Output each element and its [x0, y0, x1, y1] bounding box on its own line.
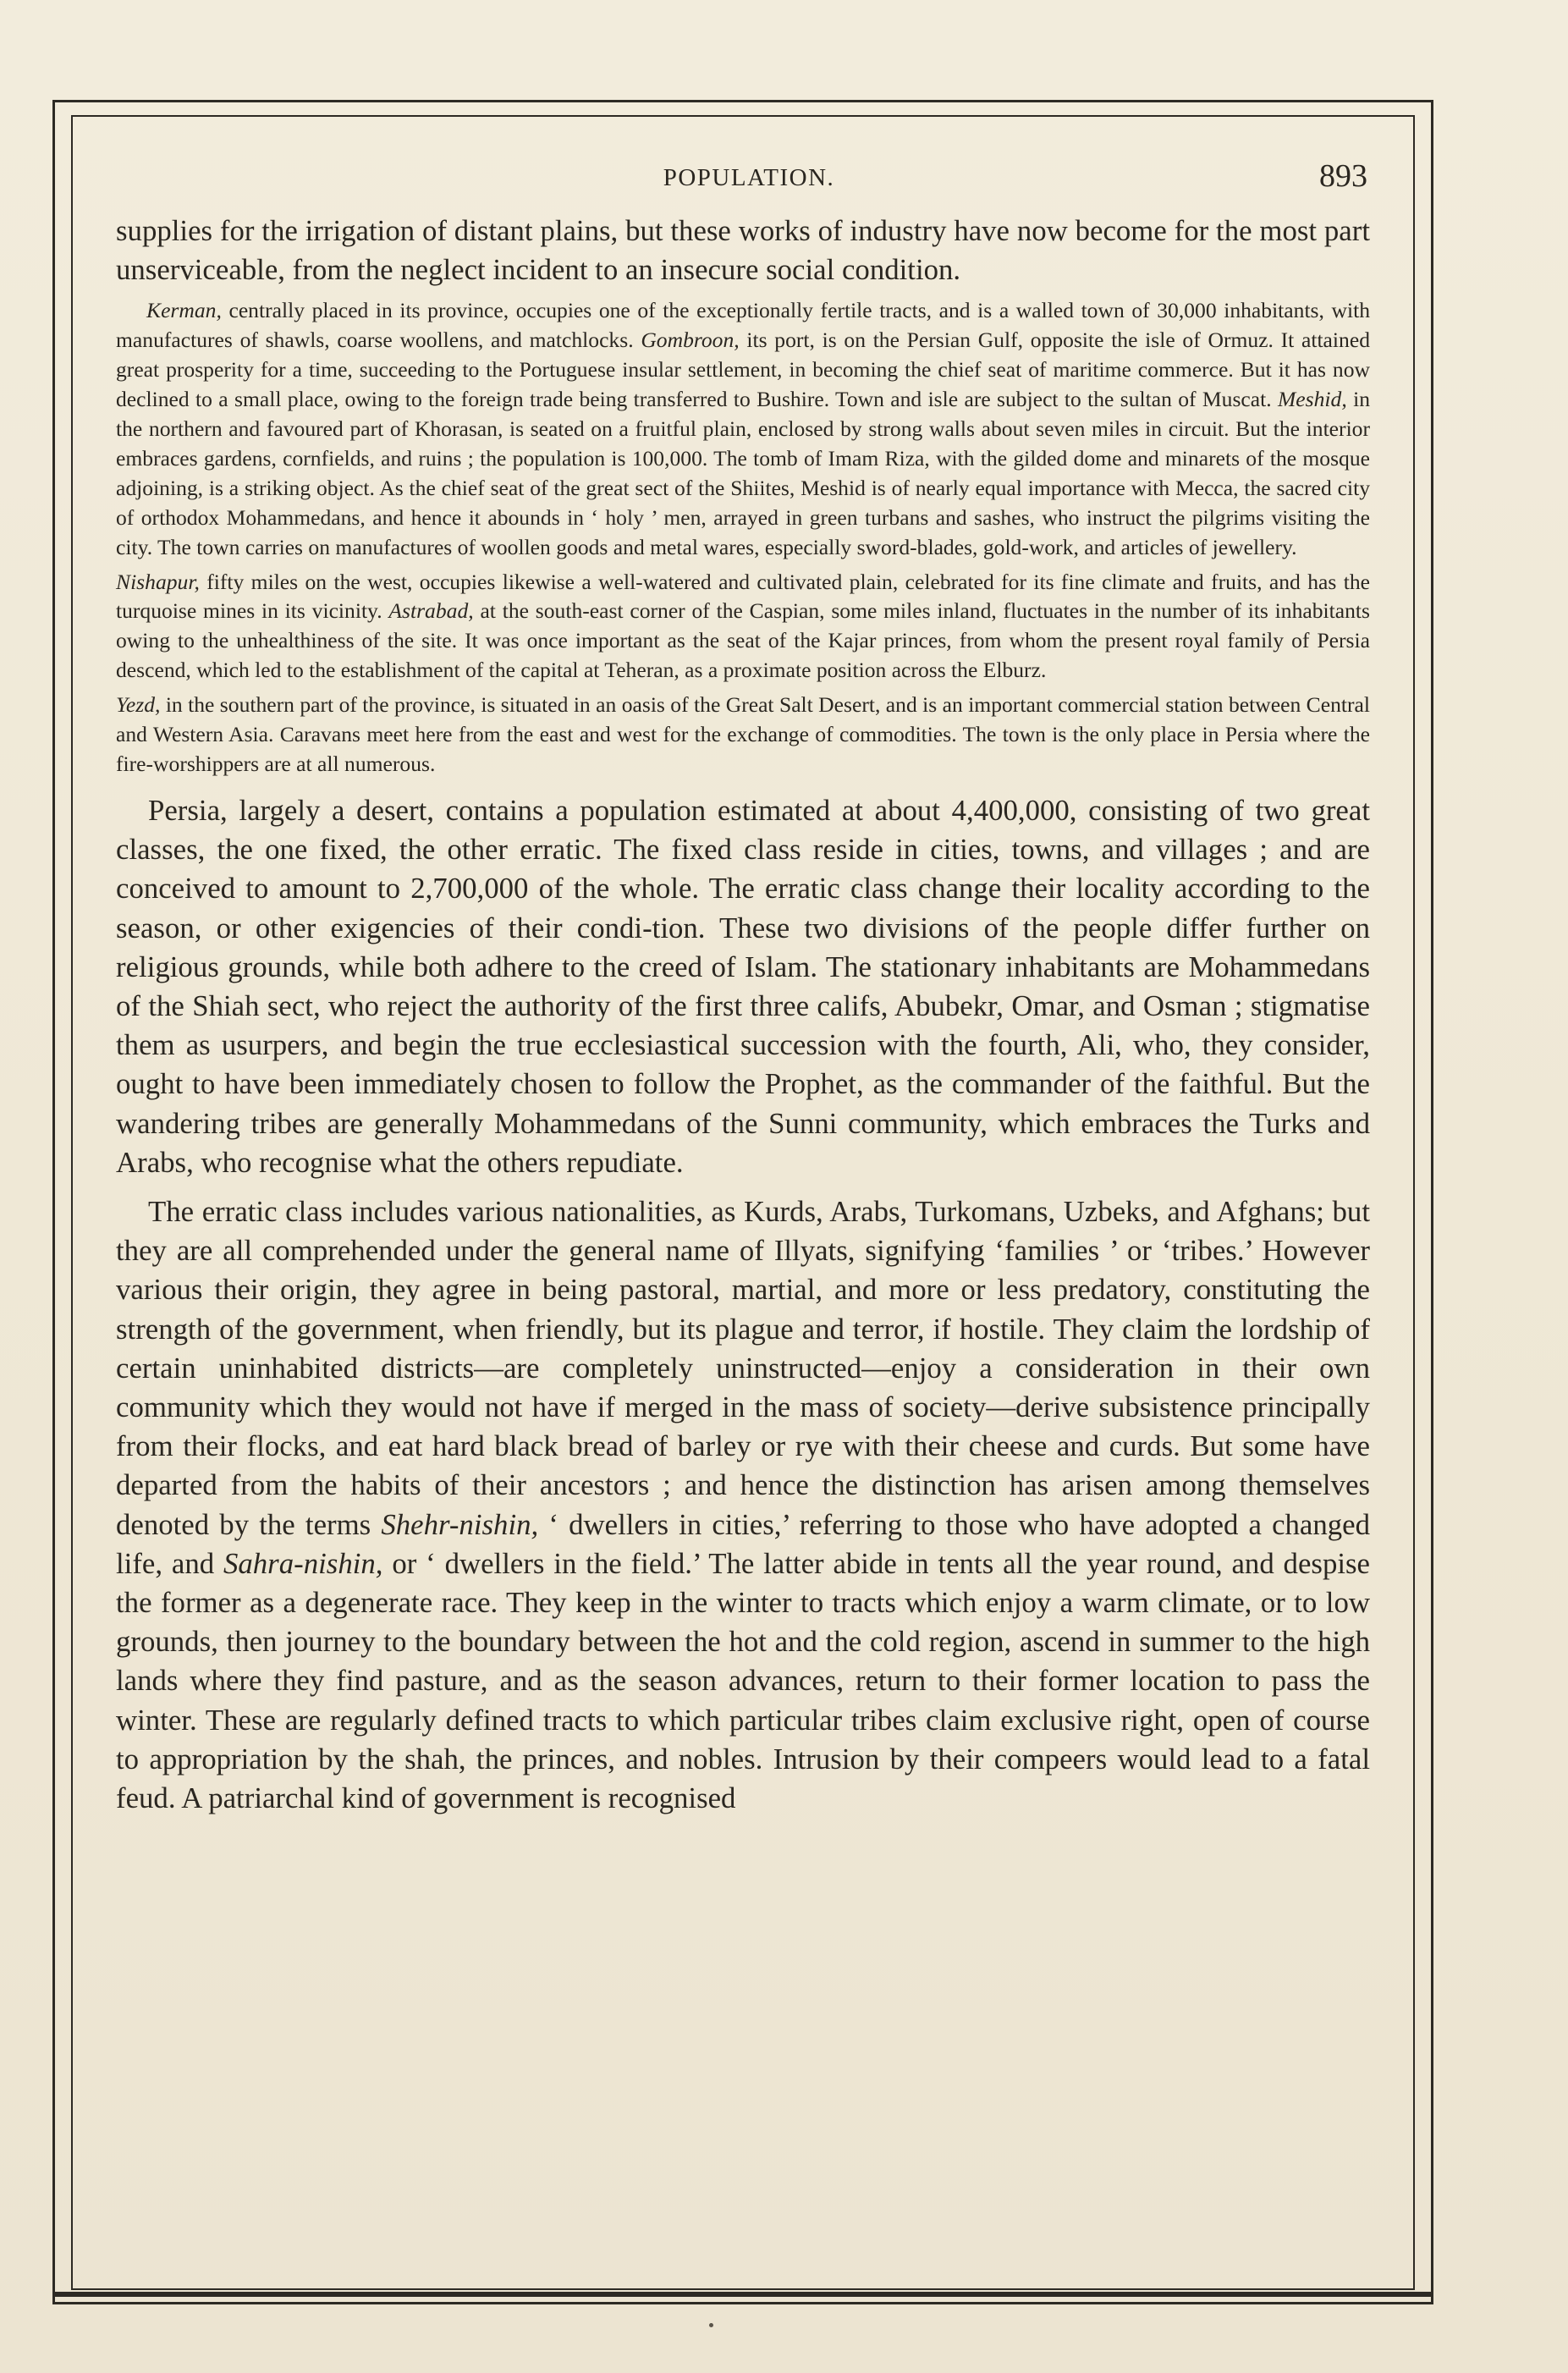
term-sahra-nishin: Sahra-nishin,: [223, 1546, 383, 1580]
nishapur-text-2: at the south-east corner of the Caspian, some miles inland, fluctuates in the number of its inhabitants owing to the unhealthiness of the site. It was once important as the seat of the Kajar princes, from whom the present royal family of Persia descend, which led to the establishment of the capital at Teheran, as a proximate position across the Elburz.: [116, 598, 1370, 683]
place-name-gombroon: Gombroon,: [641, 328, 740, 353]
bottom-rule: [52, 2292, 1433, 2297]
page-header: [118, 157, 1379, 205]
kerman-text-1: centrally placed in its province, occupies one of the exceptionally fertile tracts, and is a walled town of 30,000 inhabitants, with manufactures of shawls, coarse woollens, and matchlocks.: [116, 298, 1370, 353]
kerman-text-2: its port, is on the Persian Gulf, opposite the isle of Ormuz. It attained great prosperity for a time, succeeding to the Portuguese insular settlement, in becoming the chief seat of maritime commerce. But it has now declined to a small place, owing to the foreign trade being transferred to Bushire. Town and isle are subject to the sultan of Muscat.: [116, 328, 1370, 412]
page-body: [116, 212, 1370, 1818]
footer-mark: [709, 2323, 713, 2327]
place-name-meshid: Meshid,: [1277, 387, 1347, 412]
page-number: 893: [1319, 158, 1367, 194]
erratic-text-3: or ‘ dwellers in the field.’ The latter abide in tents all the year round, and despise the former as a degenerate race. They keep in the winter to tracts which enjoy a warm climate, or to low grounds, then journey to the boundary between the hot and the cold region, ascend in summer to the high lands where they find pasture, and as the season advances, return to their former location to pass the winter. These are regularly defined tracts to which particular tribes claim exclusive right, open of course to appropriation by the shah, the princes, and nobles. Intrusion by their compeers would lead to a fatal feud. A patriarchal kind of government is recognised: [116, 1546, 1370, 1814]
yezd-text: in the southern part of the province, is situated in an oasis of the Great Salt Desert, and is an important commercial station between Central and Western Asia. Caravans meet here from the east and west for the exchange of commodities. The town is the only place in Persia where the fire-worshippers are at all numerous.: [116, 692, 1370, 776]
erratic-text-2: ‘ dwellers in cities,’ referring to those who have adopted a changed life, and: [116, 1507, 1371, 1580]
place-name-nishapur: Nishapur,: [116, 569, 200, 594]
paragraph-kerman: [116, 296, 1370, 562]
paragraph-erratic-class: [116, 1192, 1370, 1818]
erratic-text-1: The erratic class includes various nationalities, as Kurds, Arabs, Turkomans, Uzbeks, and Afghans; but they are all comprehended under the general name of Illyats, signifying ‘families ’ or ‘tribes.’ However various their origin, they agree in being pastoral, martial, and more or less predatory, constituting the strength of the government, when friendly, but its plague and terror, if hostile. They claim the lordship of certain uninhabited districts—are completely uninstructed—enjoy a consideration in their own community which they would not have if merged in the mass of society—derive subsistence principally from their flocks, and eat hard black bread of barley or rye with their cheese and curds. But some have departed from the habits of their ancestors ; and hence the distinction has arisen among themselves denoted by the terms: [116, 1194, 1370, 1541]
place-name-yezd: Yezd,: [116, 692, 161, 718]
paragraph-persia-population: Persia, largely a desert, contains a population estimated at about 4,400,000, consisting of two great classes, the one fixed, the other erratic. The fixed class reside in cities, towns, and villages ; and are conceived to amount to 2,700,000 of the whole. The erratic class change their locality according to the season, or other exigencies of their condi-tion. These two divisions of the people differ further on religious grounds, while both adhere to the creed of Islam. The stationary inhabitants are Mohammedans of the Shiah sect, who reject the authority of the first three califs, Abubekr, Omar, and Osman ; stigmatise them as usurpers, and begin the true ecclesiastical succession with the fourth, Ali, who, they consider, ought to have been immediately chosen to follow the Prophet, as the commander of the faithful. But the wandering tribes are generally Mohammedans of the Sunni community, which embraces the Turks and Arabs, who recognise what the others repudiate.: [116, 793, 1370, 1179]
paragraph-yezd: [116, 691, 1370, 779]
place-name-astrabad: Astrabad,: [388, 598, 474, 624]
running-title: POPULATION.: [663, 164, 835, 191]
nishapur-text-1: fifty miles on the west, occupies likewise a well-watered and cultivated plain, celebrated for its fine climate and fruits, and has the turquoise mines in its vicinity.: [116, 569, 1370, 624]
place-name-kerman: Kerman,: [146, 298, 222, 323]
kerman-text-3: in the northern and favoured part of Khorasan, is seated on a fruitful plain, enclosed by strong walls about seven miles in circuit. But the interior embraces gardens, cornfields, and ruins ; the population is 100,000. The tomb of Imam Riza, with the gilded dome and minarets of the mosque adjoining, is a striking object. As the chief seat of the great sect of the Shiites, Meshid is of nearly equal importance with Mecca, the sacred city of orthodox Mohammedans, and hence it abounds in ‘ holy ’ men, arrayed in green turbans and sashes, who instruct the pilgrims visiting the city. The town carries on manufactures of woollen goods and metal wares, especially sword-blades, gold-work, and articles of jewellery.: [116, 387, 1370, 559]
term-shehr-nishin: Shehr-nishin,: [381, 1507, 539, 1541]
paragraph-irrigation: supplies for the irrigation of distant plains, but these works of industry have now become for the most part unserviceable, from the neglect incident to an insecure social condition.: [116, 214, 1370, 287]
paragraph-nishapur: [116, 568, 1370, 686]
